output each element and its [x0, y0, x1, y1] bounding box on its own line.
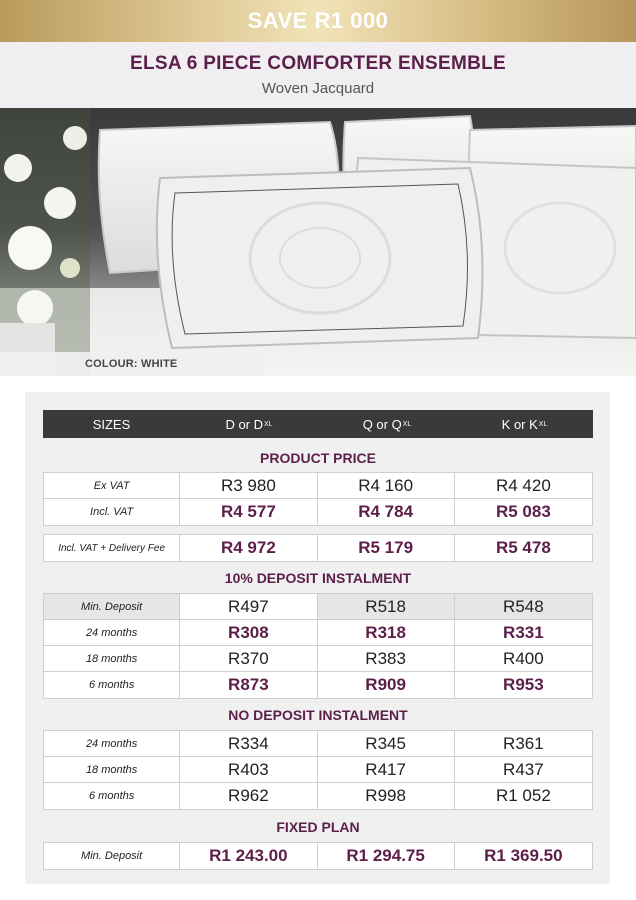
- size-col-queen-sup: XL: [402, 420, 412, 428]
- size-col-double-sup: XL: [264, 420, 273, 428]
- size-col-queen-text: Q or Q: [362, 416, 402, 432]
- price-value: R4 784: [318, 499, 455, 525]
- price-value: R5 478: [495, 538, 551, 557]
- table-row: [44, 672, 592, 698]
- fixed-plan-table: [43, 842, 593, 870]
- save-banner: [0, 0, 636, 42]
- colour-label: COLOUR: WHITE: [0, 352, 264, 376]
- price-value: R518: [318, 594, 455, 619]
- table-row: [44, 783, 592, 809]
- product-title: ELSA 6 PIECE COMFORTER ENSEMBLE: [130, 53, 506, 74]
- fixed-plan-title: FIXED PLAN: [276, 819, 360, 835]
- price-value: R909: [318, 672, 455, 698]
- bedding-illustration: [0, 108, 636, 376]
- price-value: R962: [180, 783, 317, 809]
- table-row: [44, 594, 592, 620]
- table-row: [44, 535, 592, 561]
- price-value: R361: [503, 733, 544, 753]
- product-subtitle: Woven Jacquard: [261, 80, 375, 97]
- table-row: [44, 757, 592, 783]
- price-value: R998: [318, 783, 455, 809]
- table-row: [44, 499, 592, 525]
- price-value: R953: [503, 675, 544, 694]
- delivery-price-table: [43, 534, 593, 562]
- table-row: [44, 646, 592, 672]
- price-value: R334: [180, 731, 317, 756]
- price-value: R417: [318, 757, 455, 782]
- price-value: R370: [180, 646, 317, 671]
- row-label: 6 months: [44, 672, 180, 698]
- row-label: 18 months: [44, 757, 180, 782]
- row-label: Incl. VAT: [44, 499, 180, 525]
- product-photo: [0, 108, 636, 376]
- product-heading: [0, 42, 636, 108]
- price-value: R4 420: [495, 475, 551, 495]
- price-value: R318: [318, 620, 455, 645]
- price-value: R3 980: [180, 473, 317, 498]
- price-value: R4 577: [180, 499, 317, 525]
- price-value: R1 052: [495, 786, 551, 805]
- price-value: R308: [180, 620, 317, 645]
- price-value: R4 160: [318, 473, 455, 498]
- table-row: [44, 473, 592, 499]
- product-price-title: PRODUCT PRICE: [260, 450, 376, 466]
- price-value: R437: [503, 759, 544, 779]
- price-value: R1 243.00: [180, 843, 317, 869]
- price-value: R548: [503, 596, 544, 616]
- row-label: Ex VAT: [44, 473, 180, 498]
- size-col-king-text: K or K: [501, 416, 538, 432]
- size-col-queen: [318, 410, 456, 438]
- price-value: R1 369.50: [484, 846, 563, 865]
- sizes-header: [43, 410, 593, 438]
- price-value: R383: [318, 646, 455, 671]
- save-banner-text: SAVE R1 000: [247, 8, 389, 33]
- row-label: Incl. VAT + Delivery Fee: [44, 535, 180, 561]
- no-deposit-instalment-title: NO DEPOSIT INSTALMENT: [228, 707, 408, 723]
- price-value: R331: [503, 622, 544, 642]
- row-label: 24 months: [44, 731, 180, 756]
- no-deposit-instalment-table: [43, 730, 593, 810]
- row-label: 18 months: [44, 646, 180, 671]
- price-value: R345: [318, 731, 455, 756]
- size-col-king-sup: XL: [538, 420, 548, 428]
- price-value: R873: [180, 672, 317, 698]
- price-value: R403: [180, 757, 317, 782]
- row-label: Min. Deposit: [44, 843, 180, 869]
- table-row: [44, 843, 592, 869]
- product-price-table: [43, 472, 593, 526]
- row-label: Min. Deposit: [44, 594, 180, 619]
- row-label: 6 months: [44, 783, 180, 809]
- row-label: 24 months: [44, 620, 180, 645]
- table-row: [44, 620, 592, 646]
- price-value: R400: [503, 648, 544, 668]
- price-value: R4 972: [180, 535, 317, 561]
- deposit-instalment-title: 10% DEPOSIT INSTALMENT: [224, 570, 412, 586]
- size-col-double: [180, 410, 318, 438]
- price-value: R5 179: [318, 535, 455, 561]
- size-col-king: [456, 410, 593, 438]
- deposit-instalment-table: [43, 593, 593, 699]
- price-value: R497: [180, 594, 317, 619]
- sizes-header-label: SIZES: [92, 416, 131, 432]
- price-value: R5 083: [495, 502, 551, 521]
- size-col-double-text: D or D: [225, 416, 263, 432]
- price-value: R1 294.75: [318, 843, 455, 869]
- table-row: [44, 731, 592, 757]
